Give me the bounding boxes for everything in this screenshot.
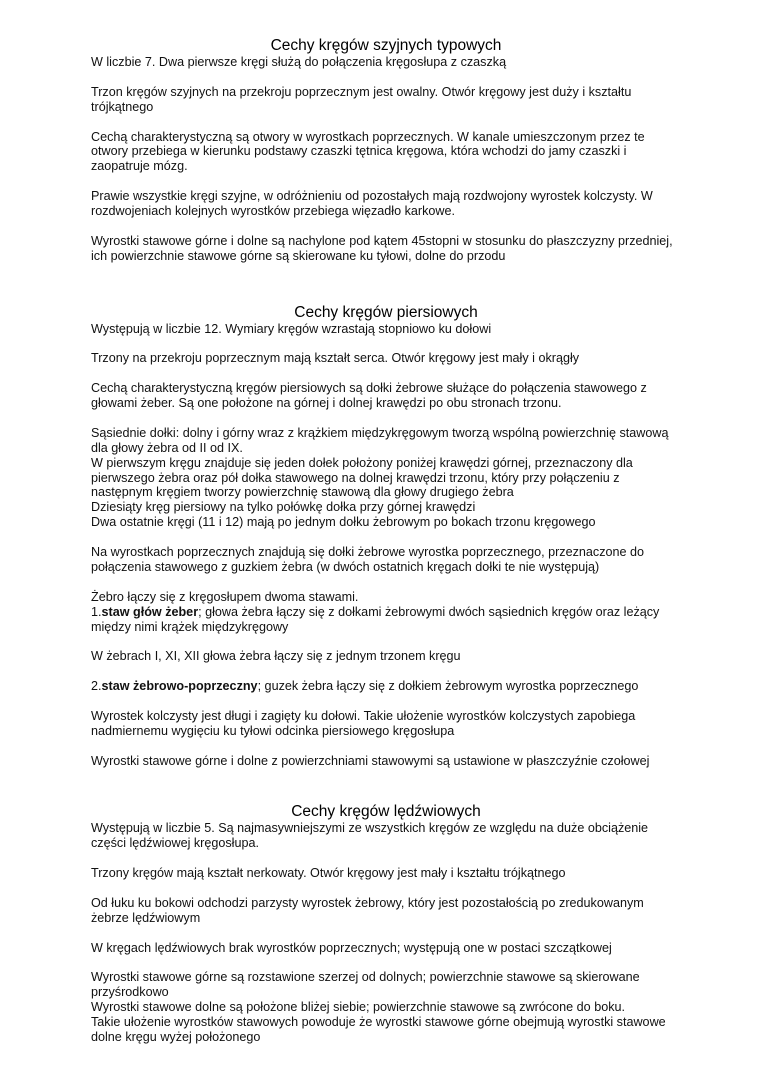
list-number: 2.	[91, 679, 102, 694]
paragraph: Dziesiąty kręg piersiowy na tylko połówkę dołka przy górnej krawędzi	[91, 500, 476, 515]
paragraph: Cechą charakterystyczną kręgów piersiowych są dołki żebrowe służące do połączenia stawowego z głowami żeber. Są one położone na górnej i dolnej krawędzi po obu stronach trzonu.	[91, 381, 647, 411]
paragraph: Wyrostki stawowe dolne są położone bliżej siebie; powierzchnie stawowe są zwrócone do boku.	[91, 1000, 625, 1015]
paragraph: Od łuku ku bokowi odchodzi parzysty wyrostek żebrowy, który jest pozostałością po zredukowanym żebrze lędźwiowym	[91, 895, 644, 925]
paragraph: W liczbie 7. Dwa pierwsze kręgi służą do połączenia kręgosłupa z czaszką	[91, 55, 507, 69]
joint-item-2	[91, 679, 681, 694]
paragraph: Takie ułożenie wyrostków stawowych powoduje że wyrostki stawowe górne obejmują wyrostki stawowe dolne kręgu wyżej położonego	[91, 1015, 666, 1045]
paragraph: Prawie wszystkie kręgi szyjne, w odróżnieniu od pozostałych mają rozdwojony wyrostek kolczysty. W rozdwojeniach kolejnych wyrostków przebiega więzadło karkowe.	[91, 189, 653, 219]
paragraph: W pierwszym kręgu znajduje się jeden dołek położony poniżej krawędzi górnej, przeznaczony dla pierwszego żebra oraz pół dołka stawowego na dolnej krawędzi trzonu, który przy połączeniu z następnym kręgiem tworzy powierzchnię stawową dla głowy drugiego żebra	[91, 455, 633, 500]
paragraph: Wyrostki stawowe górne i dolne z powierzchniami stawowymi są ustawione w płaszczyźnie czołowej	[91, 753, 650, 768]
paragraph: Trzon kręgów szyjnych na przekroju poprzecznym jest owalny. Otwór kręgowy jest duży i kształtu trójkątnego	[91, 84, 632, 114]
section-title-cervical: Cechy kręgów szyjnych typowych	[270, 37, 502, 54]
paragraph: Wyrostki stawowe górne i dolne są nachylone pod kątem 45stopni w stosunku do płaszczyzny przedniej, ich powierzchnie stawowe górne są skierowane ku tyłowi, dolne do przodu	[91, 233, 673, 263]
paragraph: W żebrach I, XI, XII głowa żebra łączy się z jednym trzonem kręgu	[91, 649, 461, 664]
section-title-thoracic: Cechy kręgów piersiowych	[294, 303, 478, 321]
list-number: 1.	[91, 604, 102, 619]
section-cervical	[91, 36, 681, 264]
section-lumbar	[91, 802, 681, 1045]
joint-name: staw głów żeber	[101, 604, 199, 619]
paragraph: Żebro łączy się z kręgosłupem dwoma stawami.	[91, 589, 359, 604]
section-title-lumbar: Cechy kręgów lędźwiowych	[291, 803, 481, 821]
joint-description: ; guzek żebra łączy się z dołkiem żebrowym wyrostka poprzecznego	[257, 679, 639, 694]
joint-item-1	[91, 605, 681, 635]
paragraph: Trzony kręgów mają kształt nerkowaty. Otwór kręgowy jest mały i kształtu trójkątnego	[91, 866, 566, 881]
section-thoracic	[91, 303, 681, 769]
paragraph: Sąsiednie dołki: dolny i górny wraz z krążkiem międzykręgowym tworzą wspólną powierzchnię stawową dla głowy żebra od II od IX.	[91, 425, 669, 455]
paragraph: Występują w liczbie 12. Wymiary kręgów wzrastają stopniowo ku dołowi	[91, 321, 492, 336]
paragraph: Na wyrostkach poprzecznych znajdują się dołki żebrowe wyrostka poprzecznego, przeznaczone do połączenia stawowego z guzkiem żebra (w dwóch ostatnich kręgach dołki te nie występują)	[91, 545, 645, 574]
paragraph: Cechą charakterystyczną są otwory w wyrostkach poprzecznych. W kanale umieszczonym przez te otwory przebiega w kierunku podstawy czaszki tętnica kręgowa, która wchodzi do jamy czaszki i zaopatruje mózg.	[91, 129, 645, 174]
joint-description: ; głowa żebra łączy się z dołkami żebrowymi dwóch sąsiednich kręgów oraz leżący między nimi krążek międzykręgowy	[91, 604, 660, 634]
paragraph: Występują w liczbie 5. Są najmasywniejszymi ze wszystkich kręgów ze względu na duże obciążenie części lędźwiowej kręgosłupa.	[91, 821, 649, 851]
document-body	[91, 36, 681, 1045]
paragraph: Wyrostek kolczysty jest długi i zagięty ku dołowi. Takie ułożenie wyrostków kolczystych zapobiega nadmiernemu wygięciu ku tyłowi odcinka piersiowego kręgosłupa	[91, 708, 636, 738]
paragraph: Dwa ostatnie kręgi (11 i 12) mają po jednym dołku żebrowym po bokach trzonu kręgowego	[91, 515, 596, 530]
paragraph: Trzony na przekroju poprzecznym mają kształt serca. Otwór kręgowy jest mały i okrągły	[91, 351, 580, 366]
paragraph: W kręgach lędźwiowych brak wyrostków poprzecznych; występują one w postaci szczątkowej	[91, 940, 612, 955]
joint-name: staw żebrowo-poprzeczny	[101, 679, 258, 694]
paragraph: Wyrostki stawowe górne są rozstawione szerzej od dolnych; powierzchnie stawowe są skierowane przyśrodkowo	[91, 970, 640, 1000]
